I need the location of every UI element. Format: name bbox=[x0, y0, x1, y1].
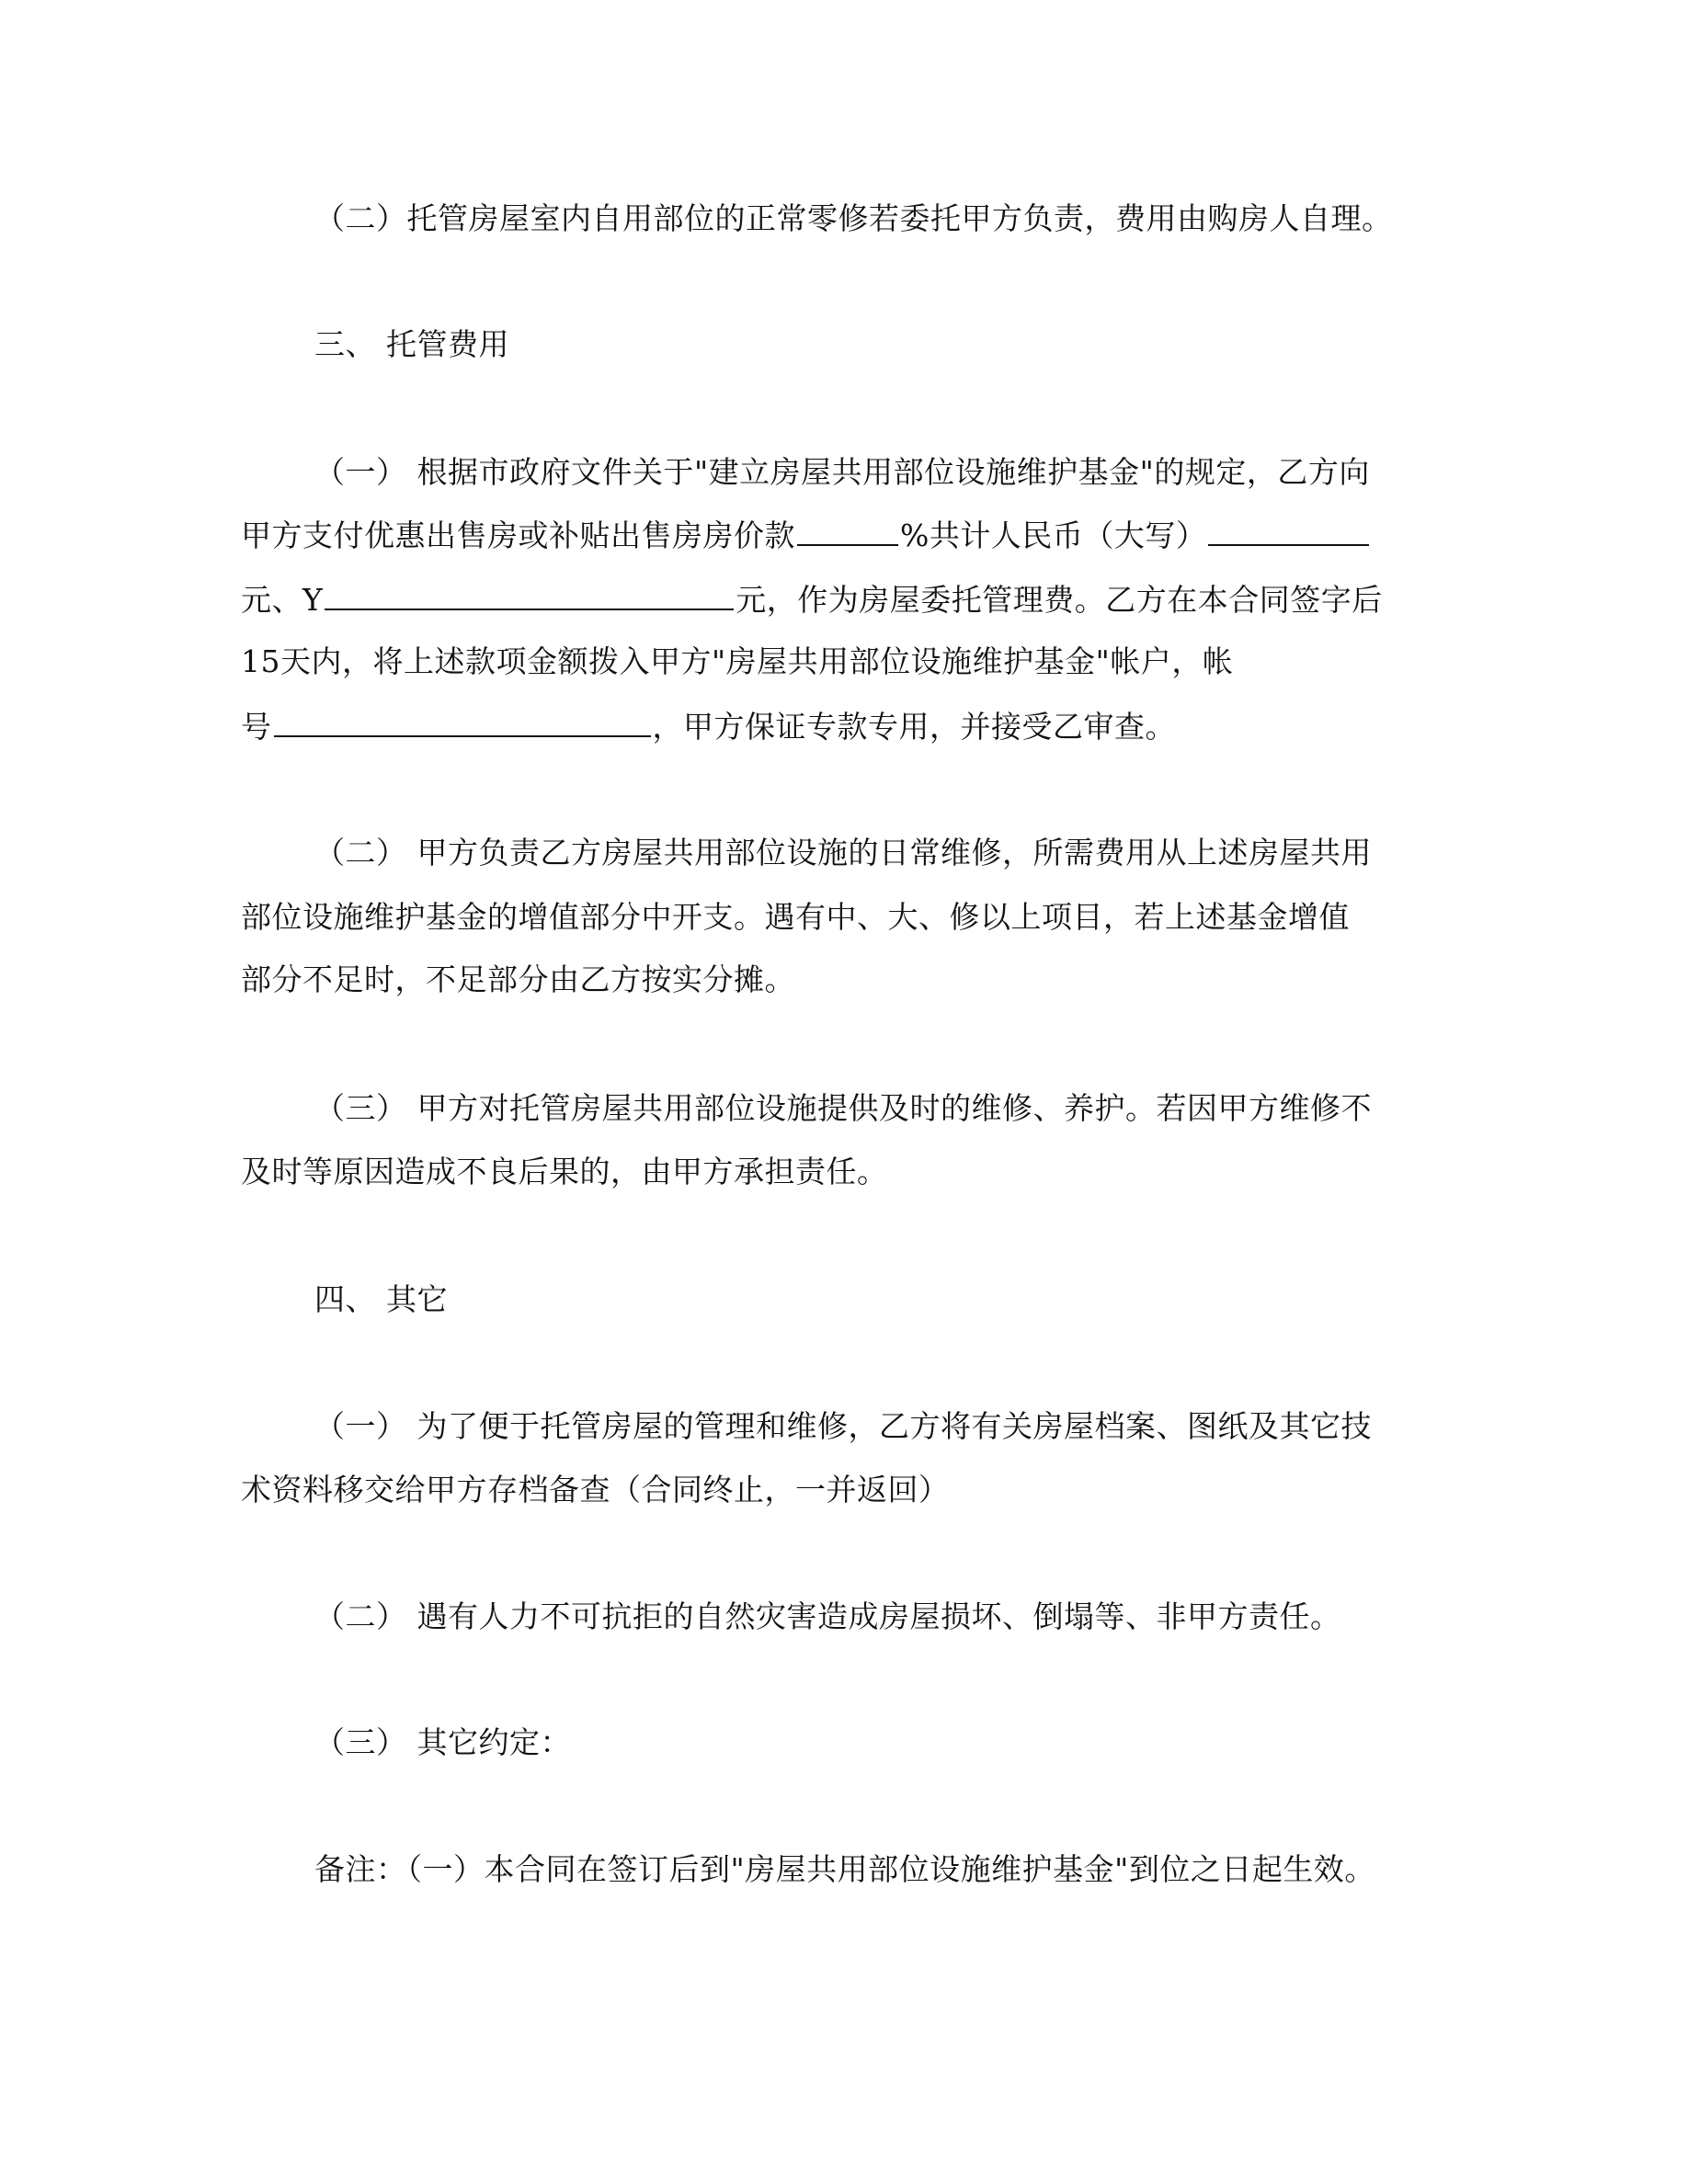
percent-blank bbox=[797, 517, 898, 546]
clause-2-2 bbox=[314, 200, 1393, 237]
amount-chinese-blank bbox=[1208, 517, 1369, 546]
amount-figure-blank bbox=[325, 581, 734, 610]
clause-3-1-line-4: 15天内，将上述款项金额拨入甲方"房屋共用部位设施维护基金"帐户，帐 bbox=[241, 643, 1234, 679]
section-3-title: 三、 托管费用 bbox=[314, 326, 509, 362]
clause-4-3: （三） 其它约定： bbox=[314, 1724, 571, 1760]
account-number-blank bbox=[274, 708, 651, 737]
clause-3-2-line-2: 部位设施维护基金的增值部分中开支。遇有中、大、修以上项目，若上述基金增值 bbox=[241, 899, 1350, 935]
section-4-heading bbox=[314, 1281, 448, 1318]
clause-4-1-line-2: 术资料移交给甲方存档备查（合同终止，一并返回） bbox=[241, 1472, 950, 1507]
clause-4-1-line-1: （一） 为了便于托管房屋的管理和维修，乙方将有关房屋档案、图纸及其它技 bbox=[314, 1408, 1372, 1444]
clause-2-2-text: （二）托管房屋室内自用部位的正常零修若委托甲方负责，费用由购房人自理。 bbox=[314, 200, 1393, 236]
note-text: 备注：（一）本合同在签订后到"房屋共用部位设施维护基金"到位之日起生效。 bbox=[314, 1851, 1375, 1887]
clause-3-1-line-3: 元、Y 元，作为房屋委托管理费。乙方在本合同签字后 bbox=[241, 582, 1383, 618]
clause-3-2-line-1: （二） 甲方负责乙方房屋共用部位设施的日常维修，所需费用从上述房屋共用 bbox=[314, 835, 1372, 870]
clause-3-1-line-1: （一） 根据市政府文件关于"建立房屋共用部位设施维护基金"的规定，乙方向 bbox=[314, 454, 1370, 490]
clause-4-2: （二） 遇有人力不可抗拒的自然灾害造成房屋损坏、倒塌等、非甲方责任。 bbox=[314, 1598, 1341, 1634]
clause-3-2-line-3: 部分不足时，不足部分由乙方按实分摊。 bbox=[241, 961, 795, 997]
clause-3-3-line-1: （三） 甲方对托管房屋共用部位设施提供及时的维修、养护。若因甲方维修不 bbox=[314, 1090, 1372, 1126]
section-3-heading bbox=[314, 326, 509, 363]
clause-3-1-line-5: 号 ，甲方保证专款专用，并接受乙审查。 bbox=[241, 709, 1176, 745]
clause-3-1-line-2: 甲方支付优惠出售房或补贴出售房房价款 %共计人民币（大写） bbox=[241, 517, 1371, 554]
clause-3-3-line-2: 及时等原因造成不良后果的，由甲方承担责任。 bbox=[241, 1154, 888, 1189]
section-4-title: 四、 其它 bbox=[314, 1281, 448, 1317]
note bbox=[314, 1851, 1375, 1888]
